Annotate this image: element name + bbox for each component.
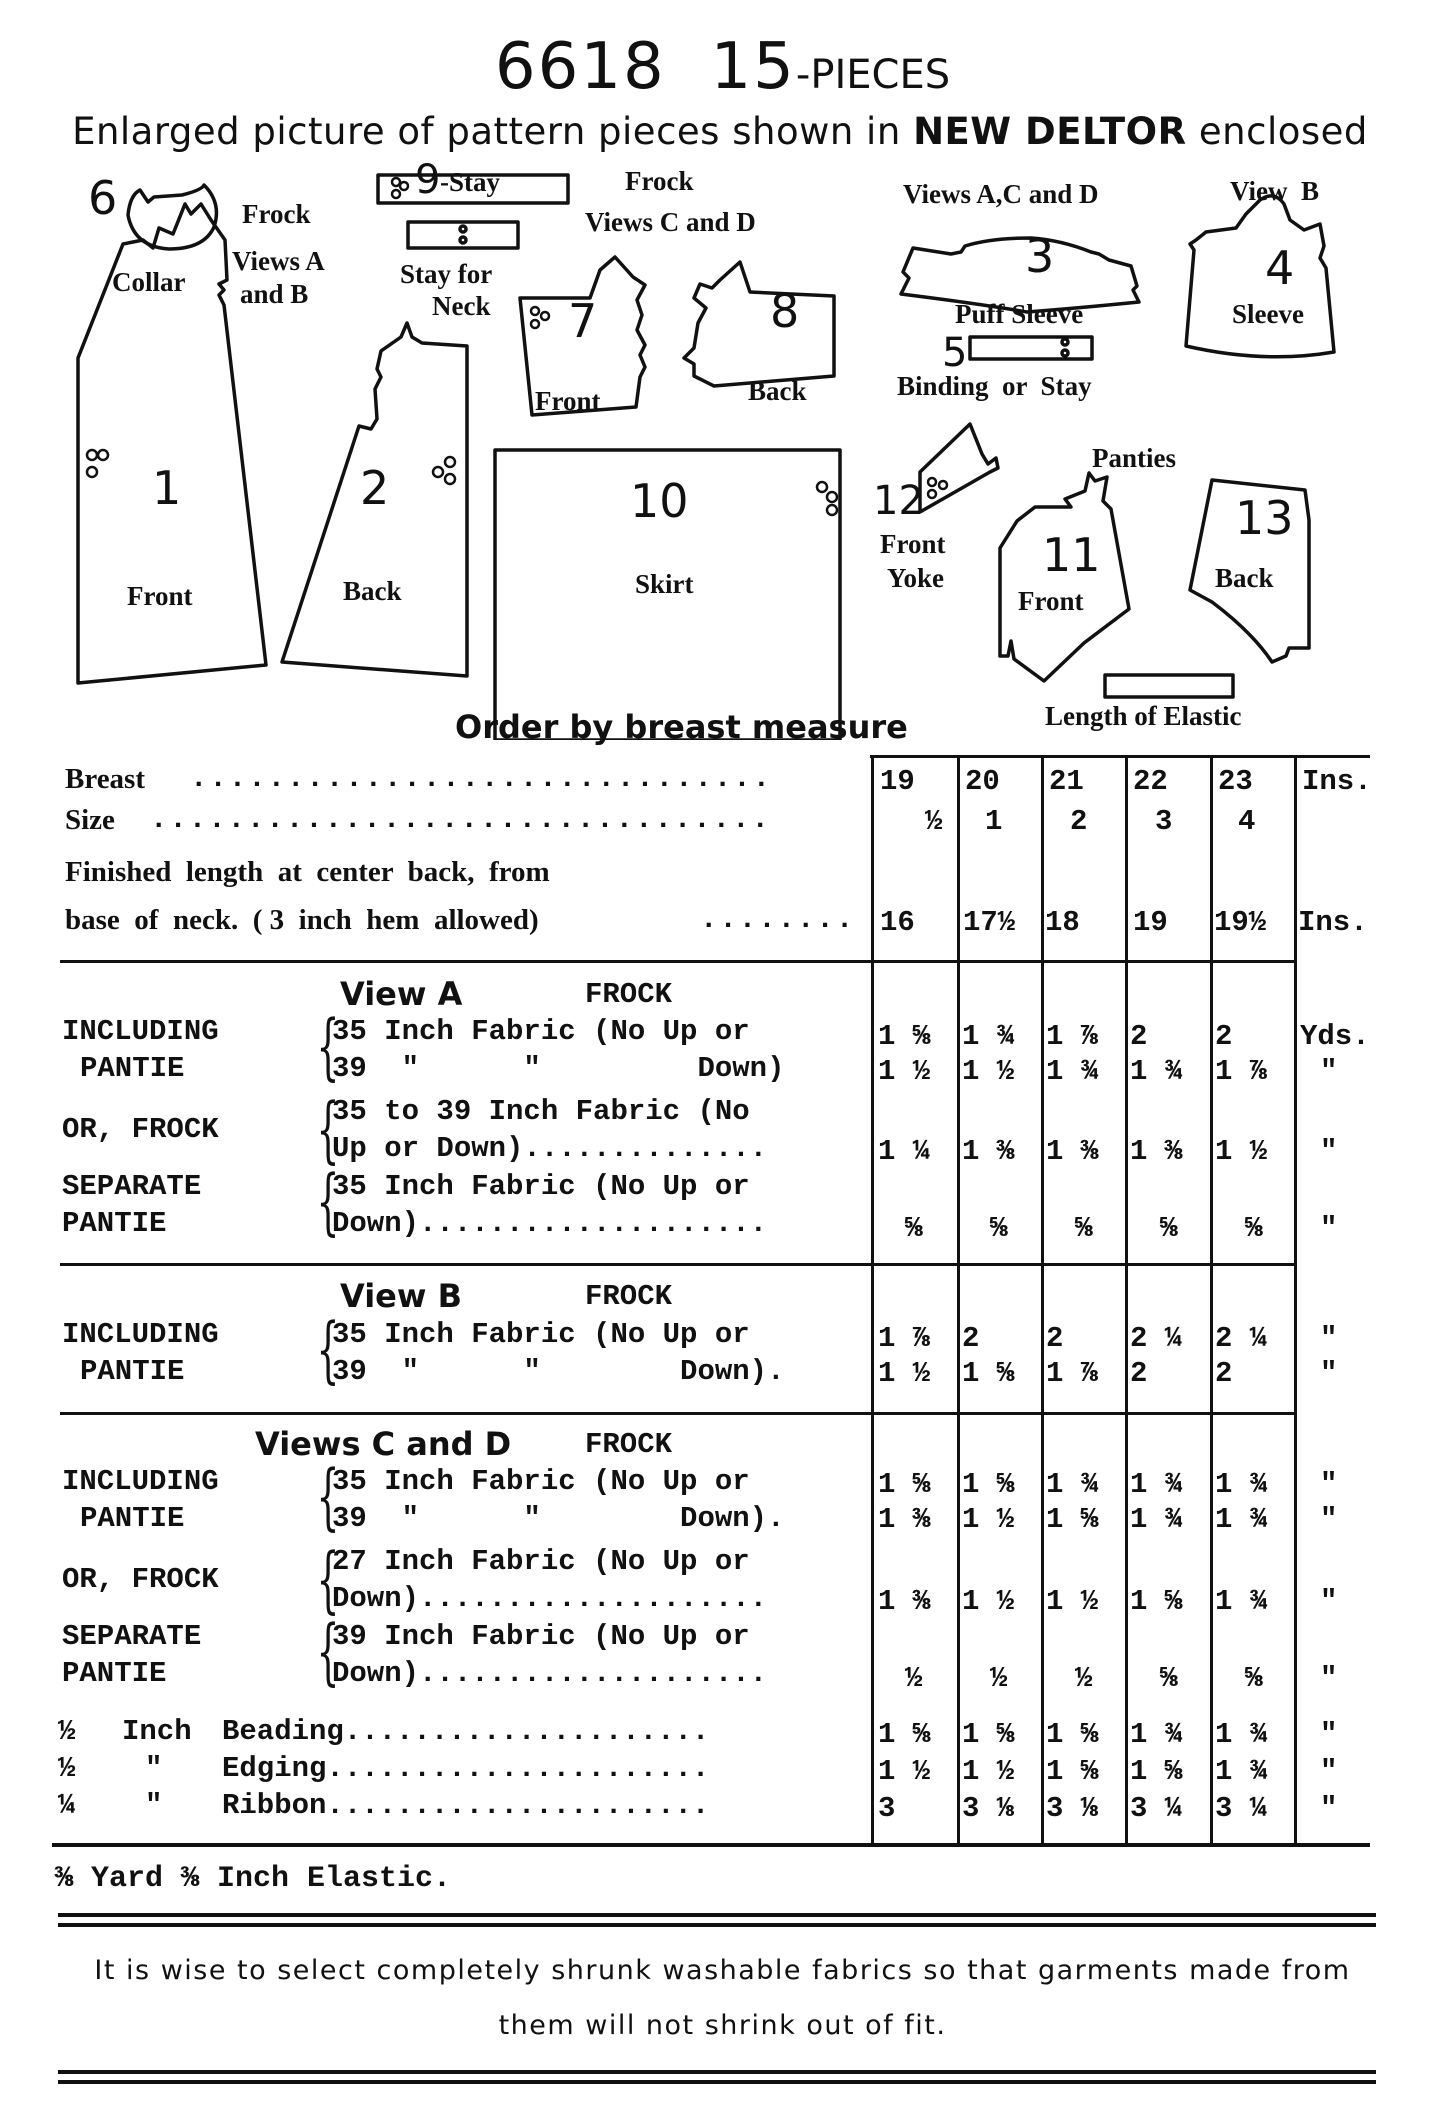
value-cell: 1 ⅞ (1046, 1357, 1099, 1390)
breast-leader: .............................. (190, 762, 773, 795)
value-cell: 2 ¼ (1215, 1322, 1268, 1355)
value-cell: 1 ⅜ (878, 1503, 931, 1536)
unit-cell: " (1320, 1135, 1338, 1168)
value-cell: 1 ¾ (1215, 1718, 1268, 1751)
view-a-subtitle: FROCK (585, 978, 673, 1011)
length-unit: Ins. (1298, 906, 1368, 939)
size-cell: 3 (1155, 805, 1173, 838)
col-line-6 (1294, 755, 1297, 1845)
piece-12-name: Front (880, 529, 946, 559)
frock-cd-views: Views C and D (585, 207, 756, 237)
value-cell: 1 ¾ (1215, 1468, 1268, 1501)
view-cd-subtitle: FROCK (585, 1428, 673, 1461)
unit-cell: " (1320, 1503, 1338, 1536)
piece-4-number: 4 (1265, 241, 1295, 295)
breast-cell: 20 (965, 765, 1000, 798)
piece-2-name: Back (343, 576, 402, 606)
trim-qty: ½ (58, 1715, 76, 1748)
col-line-1 (871, 755, 874, 1845)
length-cell: 17½ (963, 906, 1016, 939)
section-rule-cd (60, 1412, 1295, 1415)
sleeve-4-outline (1186, 196, 1334, 357)
value-cell: 1 ¼ (878, 1135, 931, 1168)
fabric-desc: 39 " " Down). (332, 1502, 785, 1535)
value-cell: 1 ½ (962, 1755, 1015, 1788)
piece-11-name: Front (1018, 586, 1084, 616)
value-cell: 1 ¾ (1215, 1503, 1268, 1536)
group-label: SEPARATE (62, 1170, 202, 1203)
value-cell: ½ (1075, 1662, 1093, 1695)
unit-cell: " (1320, 1585, 1338, 1618)
fabric-desc: 35 Inch Fabric (No Up or (332, 1015, 750, 1048)
value-cell: 1 ⅜ (962, 1135, 1015, 1168)
piece-1-name: Front (127, 581, 193, 611)
piece-7-number: 7 (568, 294, 598, 348)
value-cell: 1 ⅝ (878, 1718, 931, 1751)
value-cell: ⅝ (1245, 1662, 1263, 1695)
value-cell: 1 ⅝ (962, 1357, 1015, 1390)
value-cell: 1 ¾ (1215, 1755, 1268, 1788)
group-label: PANTIE (80, 1502, 185, 1535)
footer-line-1: It is wise to select completely shrunk washable fabrics so that garments made from (94, 1955, 1351, 1986)
table-bottom-rule (52, 1843, 1370, 1847)
panties-label: Panties (1092, 443, 1176, 473)
unit-cell: " (1320, 1468, 1338, 1501)
trim-unit: " (145, 1789, 163, 1822)
brace-icon: { (316, 1307, 340, 1391)
fabric-desc: 39 " " Down) (332, 1052, 785, 1085)
breast-unit: Ins. (1302, 765, 1372, 798)
piece-label: -PIECES (795, 52, 951, 98)
trim-name: Edging...................... (222, 1752, 710, 1785)
value-cell: ½ (905, 1662, 923, 1695)
binding-5-outline (970, 337, 1092, 359)
trim-name: Ribbon...................... (222, 1789, 710, 1822)
value-cell: 2 ¼ (1130, 1322, 1183, 1355)
unit-cell: " (1320, 1055, 1338, 1088)
unit-cell: " (1320, 1357, 1338, 1390)
view-b-title: View B (340, 1277, 462, 1315)
value-cell: 2 (962, 1322, 980, 1355)
trim-qty: ¼ (58, 1789, 76, 1822)
piece-5-name: Binding or Stay (897, 371, 1092, 401)
breast-cell: 19 (880, 765, 915, 798)
fabric-desc: 39 " " Down). (332, 1355, 785, 1388)
view-cd-title: Views C and D (255, 1425, 512, 1463)
section-rule-b (60, 1263, 1295, 1266)
group-label: SEPARATE (62, 1620, 202, 1653)
value-cell: 3 ⅛ (962, 1792, 1015, 1825)
length-cell: 19 (1133, 906, 1168, 939)
piece-5-number: 5 (942, 330, 968, 376)
value-cell: 1 ¾ (1130, 1718, 1183, 1751)
fabric-desc: 39 Inch Fabric (No Up or (332, 1620, 750, 1653)
fabric-desc: Down).................... (332, 1657, 768, 1690)
value-cell: 1 ½ (878, 1755, 931, 1788)
value-cell: 1 ½ (962, 1055, 1015, 1088)
value-cell: 1 ¾ (962, 1020, 1015, 1053)
piece-7-name: Front (535, 386, 601, 416)
value-cell: 3 ¼ (1215, 1792, 1268, 1825)
unit-cell: " (1320, 1322, 1338, 1355)
value-cell: 1 ⅝ (1130, 1585, 1183, 1618)
group-label: INCLUDING (62, 1318, 219, 1351)
value-cell: 1 ⅝ (1130, 1755, 1183, 1788)
brace-icon: { (316, 1609, 340, 1693)
finished-length-label: Finished length at center back, from (65, 856, 550, 888)
unit-cell: Yds. (1300, 1020, 1370, 1053)
value-cell: 1 ⅜ (878, 1585, 931, 1618)
value-cell: 1 ¾ (1215, 1585, 1268, 1618)
double-rule-bottom-2 (58, 2080, 1376, 2084)
group-label: OR, FROCK (62, 1563, 219, 1596)
value-cell: 1 ¾ (1130, 1468, 1183, 1501)
col-line-3 (1041, 755, 1044, 1845)
footer-line-2: them will not shrink out of fit. (498, 2010, 947, 2041)
piece-8-name: Back (748, 376, 807, 406)
value-cell: 1 ½ (878, 1357, 931, 1390)
col-line-2 (957, 755, 960, 1845)
subtitle-text: Enlarged picture of pattern pieces shown in (72, 110, 901, 153)
value-cell: 1 ½ (1215, 1135, 1268, 1168)
pattern-number: 6618 (494, 30, 666, 104)
elastic-note: ⅜ Yard ⅜ Inch Elastic. (55, 1862, 452, 1896)
frock-ab-views: Views A (232, 246, 325, 276)
piece-3-number: 3 (1025, 229, 1055, 283)
group-label: INCLUDING (62, 1465, 219, 1498)
value-cell: 1 ½ (1046, 1585, 1099, 1618)
fabric-desc: 27 Inch Fabric (No Up or (332, 1545, 750, 1578)
length-cell: 16 (880, 906, 915, 939)
length-cell: 19½ (1214, 906, 1267, 939)
trim-name: Beading..................... (222, 1715, 710, 1748)
unit-cell: " (1320, 1212, 1338, 1245)
value-cell: 1 ¾ (1130, 1055, 1183, 1088)
value-cell: 3 (878, 1792, 896, 1825)
group-label: PANTIE (62, 1657, 167, 1690)
piece-13-name: Back (1215, 563, 1274, 593)
value-cell: ⅝ (1160, 1212, 1178, 1245)
finished-length-label-2: base of neck. ( 3 inch hem allowed) (65, 904, 539, 936)
piece-1-number: 1 (152, 461, 182, 515)
value-cell: ⅝ (1245, 1212, 1263, 1245)
size-leader: ................................ (150, 803, 771, 836)
value-cell: 1 ¾ (1046, 1055, 1099, 1088)
frock-ab-label: Frock (242, 199, 311, 229)
value-cell: 2 (1046, 1322, 1064, 1355)
col-line-4 (1125, 755, 1128, 1845)
size-label: Size (65, 804, 115, 836)
brace-icon: { (316, 1087, 340, 1171)
double-rule-top-1 (58, 1913, 1376, 1917)
view-b-subtitle: FROCK (585, 1280, 673, 1313)
view-b-label: View B (1230, 176, 1319, 206)
fabric-desc: Down).................... (332, 1207, 768, 1240)
trim-qty: ½ (58, 1752, 76, 1785)
col-line-5 (1210, 755, 1213, 1845)
group-label: PANTIE (62, 1207, 167, 1240)
value-cell: 1 ⅞ (1215, 1055, 1268, 1088)
value-cell: 2 (1215, 1357, 1233, 1390)
piece-2-number: 2 (360, 461, 390, 515)
value-cell: 1 ⅜ (1046, 1135, 1099, 1168)
piece-6-number: 6 (88, 171, 118, 225)
size-cell: 2 (1070, 805, 1088, 838)
value-cell: 1 ¾ (1046, 1468, 1099, 1501)
views-acd-label: Views A,C and D (903, 179, 1099, 209)
stay-neck-label: Stay for (400, 259, 493, 289)
trim-unit: " (145, 1752, 163, 1785)
breast-cell: 22 (1133, 765, 1168, 798)
piece-12-number: 12 (873, 478, 924, 524)
breast-cell: 21 (1049, 765, 1084, 798)
group-label: PANTIE (80, 1052, 185, 1085)
value-cell: 1 ½ (878, 1055, 931, 1088)
size-cell: 1 (985, 805, 1003, 838)
elastic-label: Length of Elastic (1045, 701, 1242, 731)
length-cell: 18 (1045, 906, 1080, 939)
value-cell: 1 ⅝ (962, 1468, 1015, 1501)
fabric-desc: Down).................... (332, 1582, 768, 1615)
unit-cell: " (1320, 1792, 1338, 1825)
value-cell: ⅝ (990, 1212, 1008, 1245)
value-cell: 1 ⅞ (878, 1322, 931, 1355)
brace-icon: { (316, 1159, 340, 1243)
brace-icon: { (316, 1004, 340, 1088)
fabric-desc: 35 Inch Fabric (No Up or (332, 1170, 750, 1203)
back-bodice-8-outline (684, 262, 834, 386)
piece-13-number: 13 (1235, 491, 1294, 545)
value-cell: 3 ¼ (1130, 1792, 1183, 1825)
piece-10-number: 10 (630, 474, 689, 528)
piece-8-number: 8 (770, 284, 800, 338)
group-label: PANTIE (80, 1355, 185, 1388)
value-cell: 1 ⅝ (878, 1020, 931, 1053)
stay-neck-label-2: Neck (432, 291, 491, 321)
frock-cd-label: Frock (625, 166, 694, 196)
brace-icon: { (316, 1537, 340, 1621)
piece-4-name: Sleeve (1232, 299, 1304, 329)
pattern-pieces-diagram (0, 0, 1445, 740)
fabric-desc: Up or Down).............. (332, 1132, 768, 1165)
value-cell: ⅝ (1075, 1212, 1093, 1245)
value-cell: 2 (1130, 1020, 1148, 1053)
size-cell: 4 (1238, 805, 1256, 838)
value-cell: 1 ⅝ (1046, 1755, 1099, 1788)
view-a-title: View A (340, 975, 463, 1013)
fabric-desc: 35 Inch Fabric (No Up or (332, 1318, 750, 1351)
order-heading: Order by breast measure (455, 708, 908, 746)
value-cell: 1 ⅝ (878, 1468, 931, 1501)
value-cell: ⅝ (905, 1212, 923, 1245)
subtitle-end: enclosed (1198, 110, 1368, 153)
double-rule-bottom-1 (58, 2070, 1376, 2074)
piece-count: 15 (710, 30, 796, 104)
piece-11-number: 11 (1042, 528, 1101, 582)
finished-length-leader: ........ (700, 903, 856, 936)
subtitle-brand: NEW DELTOR (913, 110, 1187, 153)
value-cell: 3 ⅛ (1046, 1792, 1099, 1825)
piece-3-name: Puff Sleeve (955, 299, 1084, 329)
fabric-desc: 35 Inch Fabric (No Up or (332, 1465, 750, 1498)
value-cell: 1 ¾ (1130, 1503, 1183, 1536)
piece-9-number: 9 (415, 157, 441, 203)
breast-cell: 23 (1218, 765, 1253, 798)
fabric-desc: 35 to 39 Inch Fabric (No (332, 1095, 750, 1128)
value-cell: 2 (1215, 1020, 1233, 1053)
frock-ab-views-2: and B (240, 279, 309, 309)
piece-10-name: Skirt (635, 569, 694, 599)
value-cell: 2 (1130, 1357, 1148, 1390)
group-label: INCLUDING (62, 1015, 219, 1048)
value-cell: 1 ½ (962, 1585, 1015, 1618)
double-rule-top-2 (58, 1923, 1376, 1927)
value-cell: 1 ⅜ (1130, 1135, 1183, 1168)
brace-icon: { (316, 1454, 340, 1538)
group-label: OR, FROCK (62, 1113, 219, 1146)
unit-cell: " (1320, 1755, 1338, 1788)
trim-unit: Inch (122, 1715, 192, 1748)
value-cell: ⅝ (1160, 1662, 1178, 1695)
value-cell: 1 ⅝ (1046, 1718, 1099, 1751)
value-cell: 1 ½ (962, 1503, 1015, 1536)
section-rule-a (60, 960, 1295, 963)
value-cell: 1 ⅝ (962, 1718, 1015, 1751)
unit-cell: " (1320, 1718, 1338, 1751)
value-cell: ½ (990, 1662, 1008, 1695)
unit-cell: " (1320, 1662, 1338, 1695)
piece-6-name: Collar (112, 267, 186, 297)
piece-9-name: -Stay (440, 167, 500, 197)
value-cell: 1 ⅞ (1046, 1020, 1099, 1053)
size-cell: ½ (925, 805, 943, 838)
value-cell: 1 ⅝ (1046, 1503, 1099, 1536)
elastic-outline (1105, 675, 1233, 697)
breast-label: Breast (65, 763, 146, 795)
piece-12-name-2: Yoke (887, 563, 945, 593)
